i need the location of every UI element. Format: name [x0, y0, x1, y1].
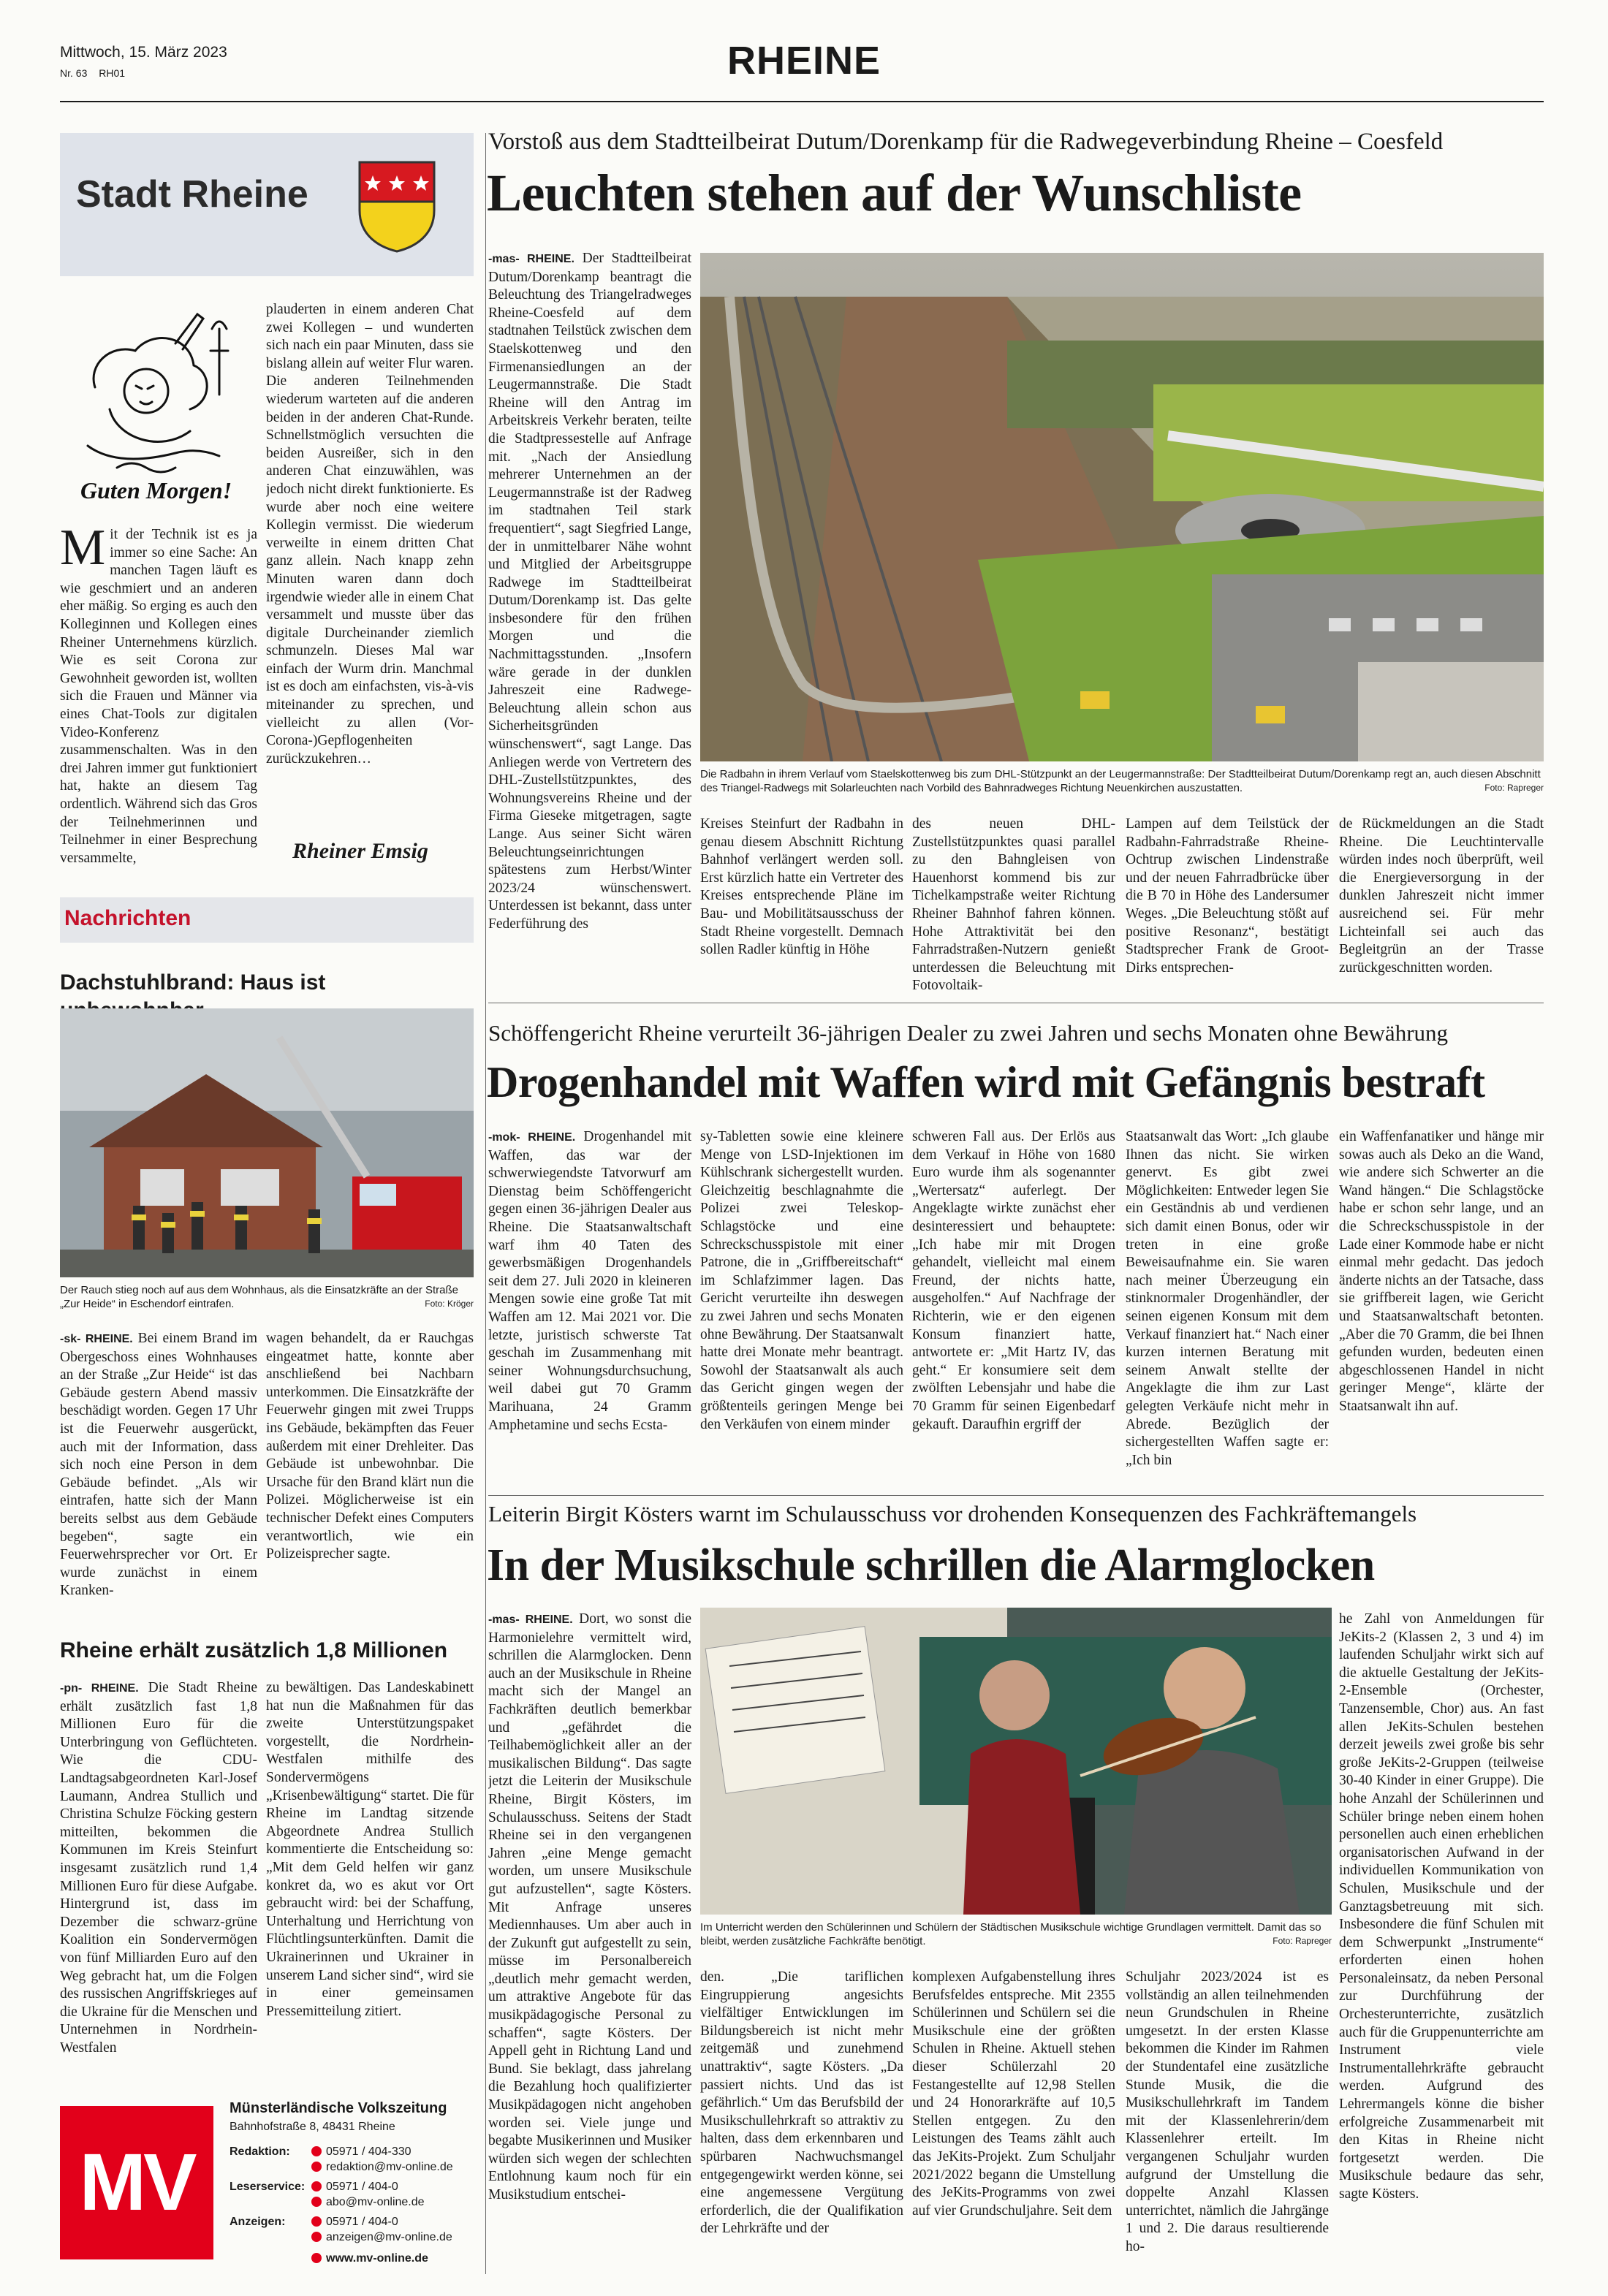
- fire-headline: Dachstuhlbrand: Haus ist: [60, 970, 326, 995]
- greeting-dropcap: M: [60, 526, 106, 576]
- imprint-row-ads: Anzeigen: 05971 / 404-0 anzeigen@mv-online.de: [230, 2216, 452, 2243]
- drugs-kicker: Schöffengericht Rheine verurteilt 36-jährigen Dealer zu zwei Jahren und sechs Monaten ohne Bewährung: [488, 1020, 1449, 1046]
- greeting-text-1: it der Technik ist es ja immer so eine Sache: An manchen Tagen läuft es wie geschmiert und an anderen eher mäßig. So erging es auch den Kolleginnen und Kollegen eines Rheiner Unternehmens kürzlich. Wie es seit Corona zur Gewohnheit geworden ist, wollten sich die Frauen und Männer via eines Chat-Tools zur digitalen Video-Konferenz zusammenschalten. Was in den drei Jahren immer gut funktioniert hat, hakte an diesem Tag ordentlich. Während sich das Gros der Teilnehmerinnen und Teilnehmer in einer Besprechung versammelte,: [60, 527, 257, 866]
- greeting-column-1: [60, 526, 257, 868]
- drugs-text-5: ein Waffenfanatiker und hänge mir sowas auch als Deko an die Wand, wie andere sich Schwerter an die Wand hängen.“ Die Schlagstöcke habe er schon sehr lange, und an die Schreckschusspistole in der Lade einer Kommode habe er nicht einmal mehr gedacht. Das jedoch änderte nichts an der Tatsache, dass sie griffbereit lagen, wie Gericht und Staatsanwaltschaft betonten. „Aber die 70 Gramm, die bei Ihnen gefunden wurden, bedeuten einen abgeschlossenen Handel in nicht geringer Menge“, klärte der Staatsanwalt ihn auf.: [1339, 1129, 1544, 1414]
- masthead-rule: [60, 101, 1544, 102]
- fire-text-1: Bei einem Brand im Obergeschoss eines Wohnhauses an der Straße „Zur Heide“ ist das Gebäude gestern Abend massiv beschädigt worden. Gegen 17 Uhr ist die Feuerwehr ausgerückt, auch mit der Information, dass sich noch eine Person in dem Gebäude befindet. „Als wir eintrafen, hatte sich der Mann bereits selbst aus dem Gebäude begeben“, sagte ein Feuerwehrsprecher vor Ort. Er wurde zunächst in einem Kranken-: [60, 1331, 257, 1599]
- drugs-headline: Drogenhandel mit Waffen wird mit Gefängnis bestraft: [487, 1058, 1485, 1106]
- music-photo-credit: Foto: Rapreger: [1273, 1936, 1332, 1946]
- city-title: Stadt Rheine: [76, 173, 308, 216]
- funding-column-2: [266, 1679, 474, 2078]
- greeting-text-2: plauderten in einem anderen Chat zwei Kollegen – und wunderten sich nach ein paar Minuten, dass sie bislang allein auf weiter Flur waren. Die anderen Teilnehmenden wiederum warteten auf die anderen beiden in der anderen Chat-Runde. Schnellstmöglich versuchten die beiden Ausreißer, sich in den anderen Chat einzuwählen, was jedoch nicht direkt funktionierte. Es wurde aber noch eine weitere Kollegin vermisst. Die wiederum verweilte in einem dritten Chat ganz allein. Nach knapp zehn Minuten waren dann doch irgendwie wieder alle in einem Chat versammelt und musste über das digitale Durcheinander ziemlich schmunzeln. Dieses Mal war einfach der Wurm drin. Manchmal ist es doch am einfachsten, vis-à-vis miteinander zu sprechen, und vielleicht zu allen (Vor-Corona-)Gepflogenheiten zurückzukehren…: [266, 302, 474, 767]
- music-text-2: den. „Die tariflichen Eingruppierung angesichts vielfältiger Entwicklungen im Bildungsbereich ist nicht mehr zeitgemäß und zunehmend unattraktiv“, sagte Kösters. „Da passiert nichts. Und das ist gefährlich.“ Um das Berufsbild der Musikschullehrkraft so attraktiv zu halten, dass dem erkennbaren und spürbaren Nachwuchsmangel entgegengewirkt werden könne, sei eine angemessene Vergütung erforderlich, die der Qualifikation der Lehrkräfte und der: [700, 1969, 903, 2237]
- drugs-text-2: sy-Tabletten sowie eine kleinere Menge von LSD-Injektionen im Kühlschrank sichergestellt wurden. Gleichzeitig beschlagnahmte die Polizei zwei Teleskop-Schlagstöcke und eine Schreckschusspistole mit einer Patrone, die in „Griffbereitschaft“ im Schlafzimmer lagen. Das Gericht verurteilte ihn deswegen zu zwei Jahren und sechs Monaten ohne Bewährung. Der Staatsanwalt hatte drei Monate mehr beantragt. Sowohl der Staatsanwalt als auch das Gericht gingen wegen der größtenteils geringen Menge bei den Verkäufen von einem minder: [700, 1129, 903, 1432]
- funding-column-1: [60, 1679, 257, 2078]
- bike-path-aerial-photo: [700, 253, 1544, 761]
- masthead-date: Mittwoch, 15. März 2023: [60, 44, 227, 61]
- imprint-address: Bahnhofstraße 8, 48431 Rheine: [230, 2121, 395, 2133]
- web-icon: [311, 2253, 322, 2263]
- music-column-1: [488, 1611, 691, 2276]
- mv-logo: MV: [60, 2106, 213, 2259]
- imprint-web: [230, 2251, 453, 2266]
- funding-dateline: -pn- RHEINE.: [60, 1682, 139, 1695]
- lead-column-3: [912, 816, 1115, 992]
- drugs-dateline: -mok- RHEINE.: [488, 1131, 576, 1144]
- greeting-author: Rheiner Emsig: [292, 839, 428, 863]
- music-dateline: -mas- RHEINE.: [488, 1613, 573, 1626]
- music-column-2: [700, 1969, 903, 2276]
- music-lesson-photo: [700, 1608, 1332, 1915]
- music-text-1: Dort, wo sonst die Harmonielehre vermittelt wird, schrillen die Alarmglocken. Denn auch an der Musikschule in Rheine macht sich der Mangel an Fachkräften deutlich bemerkbar und „gefährdet die Teilhabemöglichkeit aller an der musikalischen Bildung“. Das sagte jetzt die Leiterin der Musikschule Rheine, Birgit Kösters, im Schulausschuss. Seitens der Stadt Rheine sei in den vergangenen Jahren „eine Menge gemacht worden, um unsere Musikschule gut aufzustellen“, sagte Kösters. Mit Anfrage unseres Mediennhauses. Um aber auch in der Zukunft gut aufgestellt zu sein, müsse im Personalbereich „deutlich mehr gemacht werden, um attraktive Angebote für das musikpädagogische Personal zu schaffen“, sagte Kösters. Der Appell geht in Richtung Land und Bund. Sie beklagt, dass jahrelang die Bezahlung hoch qualifizierter Musikpädagogen nicht angehoben worden sei. Viele junge und begabte Musikerinnen und Musiker würden sich wegen der schlechten Entlohnung kaum noch für ein Musikstudium entschei-: [488, 1611, 691, 2202]
- music-column-3: [912, 1969, 1115, 2276]
- lead-column-1: [488, 250, 691, 992]
- lead-headline: Leuchten stehen auf der Wunschliste: [487, 164, 1302, 222]
- story-divider-2: [488, 1495, 1544, 1496]
- ads-email-link[interactable]: anzeigen@mv-online.de: [326, 2231, 452, 2243]
- drugs-column-3: [912, 1128, 1115, 1486]
- phone-icon: [311, 2216, 322, 2227]
- music-kicker: Leiterin Birgit Kösters warnt im Schulausschuss vor drohenden Konsequenzen des Fachkräftemangels: [488, 1501, 1417, 1527]
- lead-photo-credit: Foto: Rapreger: [1484, 783, 1544, 793]
- music-headline: In der Musikschule schrillen die Alarmglocken: [487, 1540, 1375, 1590]
- music-column-5: [1339, 1611, 1544, 2276]
- fire-text-2: wagen behandelt, da er Rauchgas eingeatmet hatte, konnte aber anschließend bei Nachbarn unterkommen. Die Einsatzkräfte der Feuerwehr gingen mit zwei Trupps ins Gebäude, bekämpften das Feuer außerdem mit einer Drehleiter. Das Gebäude ist unbewohnbar. Die Ursache für den Brand klärt nun die Polizei. Möglicherweise ist ein technischer Defekt eines Computers verantwortlich, wie ein Polizeisprecher sagte.: [266, 1331, 474, 1562]
- lead-text-3: des neuen DHL-Zustellstützpunktes quasi parallel zu den Bahngleisen von Hauenhorst kommend bis zur Tichelkampstraße weiter Richtung Rheiner Bahnhof fahren können. Hohe Attraktivität bei den Fahrradstraßen-Nutzern genießt unterdessen die Beleuchtung mit Fotovoltaik-: [912, 816, 1115, 992]
- issue-number: Nr. 63: [60, 67, 88, 79]
- imprint-name: Münsterländische Volkszeitung: [230, 2100, 447, 2116]
- masthead-issue: [60, 67, 125, 79]
- music-text-4: Schuljahr 2023/2024 ist es vollständig an allen teilnehmenden neun Grundschulen in Rheine umgesetzt. In der ersten Klasse bekommen die Kinder im Rahmen der Stundentafel eine zusätzliche Stunde Musik, die die Musikschullehrkraft im Tandem mit der Klassenlehrerin/dem Klassenlehrer erteilt. Im vergangenen Schuljahr wurden aufgrund der Umstellung die doppelte Anzahl Klassen unterrichtet, nämlich die Jahrgänge 1 und 2. Die daraus resultierende ho-: [1126, 1969, 1329, 2254]
- subscription-email-link[interactable]: abo@mv-online.de: [326, 2196, 425, 2208]
- music-caption-text: Im Unterricht werden den Schülerinnen und Schülern der Städtischen Musikschule wichtige Grundlagen vermittelt. Damit das so bleibt, werden zusätzliche Fachkräfte benötigt.: [700, 1921, 1321, 1947]
- drugs-text-4: Staatsanwalt das Wort: „Ich glaube Ihnen das nicht. Sie wirken genervt. Es gibt zwei Möglichkeiten: Entweder legen Sie ein Geständnis ab und verdienen sich damit einen Bonus, oder wir treten in eine große Beweisaufnahme ein. Sie waren nach meiner Überzeugung ein stinknormaler Drogenhändler, der seinen eigenen Konsum mit dem Verkauf finanziert hat.“ Nach einer kurzen internen Beratung mit seinem Anwalt stellte der Angeklagte die ihm zur Last gelegten Verkäufe nicht mehr in Abrede. Bezüglich der sichergestellten Waffen sagte er: „Ich bin: [1126, 1129, 1329, 1468]
- website-link[interactable]: www.mv-online.de: [326, 2252, 428, 2265]
- mail-icon: [311, 2162, 322, 2172]
- music-text-5: he Zahl von Anmeldungen für JeKits-2 (Klassen 2, 3 und 4) im laufenden Schuljahr wirkt sich auf die aktuelle Gestaltung der JeKits-2-Ensemble (Orchester, Tanzensemble, Chor) aus. An fast allen JeKits-Schulen bestehen derzeit jeweils zwei große bis sehr große JeKits-2-Gruppen (teilweise 30-40 Kinder in einer Gruppe). Die hohe Anzahl der Schülerinnen und Schüler bringe neben einem hohen personellen auch einen erheblichen organisatorischen Aufwand in der individuellen Kommunikation von Schulen, Musikschule und der Ganztagsbetreuung mit sich. Insbesondere die fünf Schulen mit dem Schwerpunkt „Instrumente“ erforderten einen hohen Personaleinsatz, da neben Personal zur Durchführung der Orchesterunterrichte, zusätzlich auch für die Gruppenunterrichte am Instrument viele Instrumentallehrkräfte gebraucht werden. Aufgrund des Lehrermangels könne die bisher erfolgreiche Zusammenarbeit mit den Kitas in Rheine nicht fortgesetzt werden. Die Musikschule bedaure das sehr, sagte Kösters.: [1339, 1611, 1544, 2202]
- music-caption: [700, 1920, 1332, 1948]
- mail-icon: [311, 2197, 322, 2207]
- funding-headline: Rheine erhält zusätzlich 1,8 Millionen: [60, 1638, 448, 1662]
- editorial-email-link[interactable]: redaktion@mv-online.de: [326, 2161, 453, 2173]
- lead-caption: [700, 767, 1544, 795]
- lead-column-5: [1339, 816, 1544, 992]
- fire-column-2: [266, 1330, 474, 1622]
- lead-caption-text: Die Radbahn in ihrem Verlauf vom Staelskottenweg bis zum DHL-Stützpunkt an der Leugermannstraße: Der Stadtteilbeirat Dutum/Dorenkamp regt an, auch diesen Abschnitt des Triangel-Radwegs mit Solarleuchten nach Vorbild des Bahnradweges Richtung Neuenkirchen auszustatten.: [700, 768, 1541, 794]
- sidebar-divider: [485, 133, 486, 2274]
- lead-text-2: Kreises Steinfurt der Radbahn in genau diesem Abschnitt Richtung Bahnhof verlängert werden soll. Erst kürzlich hatte ein Vertreter des Kreises entsprechende Pläne im Bau- und Mobilitätsausschuss der Stadt Rheine vorgestellt. Demnach sollen Radler künftig in Höhe: [700, 816, 903, 958]
- drugs-text-1: Drogenhandel mit Waffen, das war der schwerwiegendste Tatvorwurf am Dienstag beim Schöffengericht gegen einen 36-jährigen Dealer aus Rheine. Die Staatsanwaltschaft warf ihm 40 Taten des gewerbsmäßigen Drogenhandels seit dem 27. Juli 2020 in kleineren Mengen sowie eine große Tat mit Waffen am 12. Mai 2021 vor. Die letzte, juristisch schwerste Tat geschah im Zusammenhang mit seiner Wohnungsdurchsuchung, weil dabei gut 70 Gramm Marihuana, 24 Gramm Amphetamine und sechs Ecsta-: [488, 1129, 691, 1433]
- lead-column-2: [700, 816, 903, 992]
- drugs-column-2: [700, 1128, 903, 1486]
- lead-dateline: -mas- RHEINE.: [488, 253, 574, 265]
- drugs-column-4: [1126, 1128, 1329, 1486]
- drugs-column-5: [1339, 1128, 1544, 1486]
- greeting-signature: Guten Morgen!: [80, 477, 232, 503]
- fire-photo: [60, 1008, 474, 1277]
- fire-caption-text: Der Rauch stieg noch auf aus dem Wohnhaus, als die Einsatzkräfte an der Straße „Zur Heide“ in Eschendorf eintrafen.: [60, 1284, 459, 1310]
- fire-dateline: -sk- RHEINE.: [60, 1333, 133, 1345]
- lead-column-4: [1126, 816, 1329, 992]
- fire-photo-credit: Foto: Kröger: [425, 1299, 474, 1309]
- imprint-row-editorial: Redaktion: 05971 / 404-330 redaktion@mv-online.de: [230, 2145, 453, 2173]
- fire-caption: [60, 1283, 474, 1311]
- news-label: Nachrichten: [64, 906, 191, 930]
- section-title: RHEINE: [727, 39, 881, 83]
- lead-text-1: Der Stadtteilbeirat Dutum/Dorenkamp beantragt die Beleuchtung des Triangelradweges Rheine-Coesfeld auf dem stadtnahen Teilstück zwischen dem Staelskottenweg und den Firmenansiedlungen an der Leugermannstraße. Die Stadt Rheine will den Antrag im Arbeitskreis Verkehr beraten, teilte die Stadtpressestelle auf Anfrage mit. „Nach der Ansiedlung mehrerer Unternehmen an der Leugermannstraße ist der Radweg im stadtnahen Teil stark frequentiert“, sagt Siegfried Lange, der in unmittelbarer Nähe wohnt und Mitglied der Arbeitsgruppe Radwege im Stadtteilbeirat Dutum/Dorenkamp ist. Das gelte insbesondere für den frühen Morgen und die Nachmittagsstunden. „Insofern wäre gerade in der dunklen Jahreszeit eine Radwege-Beleuchtung allein schon aus Sicherheitsgründen wünschenswert“, sagt Lange. Das Anliegen werde von Vertretern des DHL-Zustellstützpunktes, des Wohnungsvereins Rheine und der Firma Gieseke mitgetragen, sagte Lange. Aus seiner Sicht wären Beleuchtungseinrichtungen spätestens zum Herbst/Winter 2023/24 wünschenswert. Unterdessen ist bekannt, dass unter Federführung des: [488, 251, 691, 932]
- good-morning-cartoon: [66, 300, 256, 504]
- greeting-column-2: [266, 301, 474, 816]
- edition-code: RH01: [99, 67, 126, 79]
- drugs-column-1: [488, 1128, 691, 1486]
- phone-icon: [311, 2181, 322, 2192]
- imprint-row-readerservice: Leserservice: 05971 / 404-0 abo@mv-online.de: [230, 2181, 425, 2208]
- music-column-4: [1126, 1969, 1329, 2276]
- lead-kicker: Vorstoß aus dem Stadtteilbeirat Dutum/Dorenkamp für die Radwegeverbindung Rheine – Coesfeld: [488, 129, 1444, 155]
- coat-of-arms-icon: [357, 159, 437, 253]
- news-label-bar: [60, 897, 474, 943]
- funding-text-1: Die Stadt Rheine erhält zusätzlich fast 1,8 Millionen Euro für die Unterbringung von Geflüchteten. Wie die CDU-Landtagsabgeordneten Karl-Josef Laumann, Andrea Stullich und Christina Schulze Föcking gestern mitteilten, bekommen die Kommunen im Kreis Steinfurt insgesamt zusätzlich rund 1,4 Millionen Euro für diese Aufgabe. Hintergrund ist, dass im Dezember die schwarz-grüne Koalition ein Sondervermögen von fünf Milliarden Euro auf den Weg gebracht hat, um die Folgen des russischen Angriffskrieges auf die Ukraine für die Menschen und Unternehmen in Nordrhein-Westfalen: [60, 1680, 257, 2056]
- imprint-box: [60, 2091, 474, 2274]
- mail-icon: [311, 2232, 322, 2242]
- city-box: [60, 133, 474, 276]
- drugs-text-3: schweren Fall aus. Der Erlös aus dem Verkauf in Höhe von 1680 Euro wurde ihm als sogenannter „Wertersatz“ auferlegt. Der Angeklagte wirkte zunächst eher desinteressiert und behauptete: „Ich habe mir mit Drogen gehandelt, vielleicht mal einem Freund, der nichts hatte, ausgeholfen.“ Auf Nachfrage der Richterin, wie er den eigenen Konsum finanziert hatte, antwortete er: „Mit Hartz IV, das geht.“ Er konsumiere seit dem zwölften Lebensjahr und habe die 70 Gramm für seinen Eigenbedarf gekauft. Daraufhin ergriff der: [912, 1129, 1115, 1432]
- funding-text-2: zu bewältigen. Das Landeskabinett hat nun die Maßnahmen für das zweite Unterstützungspaket vorgestellt, die Nordrhein-Westfalen mithilfe des Sondervermögens „Krisenbewältigung“ startet. Die für Rheine im Landtag sitzende Abgeordnete Andrea Stullich kommentierte die Entscheidung so: „Mit dem Geld helfen wir ganz konkret da, wo es akut vor Ort gebraucht wird: bei der Schaffung, Unterhaltung und Herrichtung von Flüchtlingsunterkünften. Damit die Ukrainerinnen und Ukrainer in unserem Land sicher sind“, wird sie in einer gemeinsamen Pressemitteilung zitiert.: [266, 1680, 474, 2019]
- lead-text-5: de Rückmeldungen an die Stadt Rheine. Die Leuchtintervalle würden indes noch überprüft, weil die Energieversorgung in der dunklen Jahreszeit nicht immer ausreichend sei. Für mehr Lichteinfall sei auch das Begleitgrün an der Trasse zurückgeschnitten worden.: [1339, 816, 1544, 976]
- lead-text-4: Lampen auf dem Teilstück der Radbahn-Fahrradstraße Rheine-Ochtrup zwischen Lindenstraße und der neuen Fahrradbrücke über die B 70 in Höhe des Landersumer Weges. „Die Beleuchtung stößt auf positive Resonanz“, bestätigt Stadtsprecher Frank de Groot-Dirks entsprechen-: [1126, 816, 1329, 976]
- music-text-3: komplexen Aufgabenstellung ihres Berufsfeldes entspreche. Mit 2355 Schülerinnen und Schülern sei die Musikschule eine der größten Schulen in Rheine. Aktuell stehen dieser Schülerzahl 20 Festangestellte auf 12,98 Stellen und 24 Honorarkräfte auf 10,5 Stellen entgegen. Zu den Leistungen des Teams zählt auch das JeKits-Projekt. Zum Schuljahr 2021/2022 begann die Umstellung des JeKits-Programms von zwei auf vier Grundschuljahre. Seit dem: [912, 1969, 1115, 2219]
- fire-column-1: [60, 1330, 257, 1622]
- phone-icon: [311, 2146, 322, 2156]
